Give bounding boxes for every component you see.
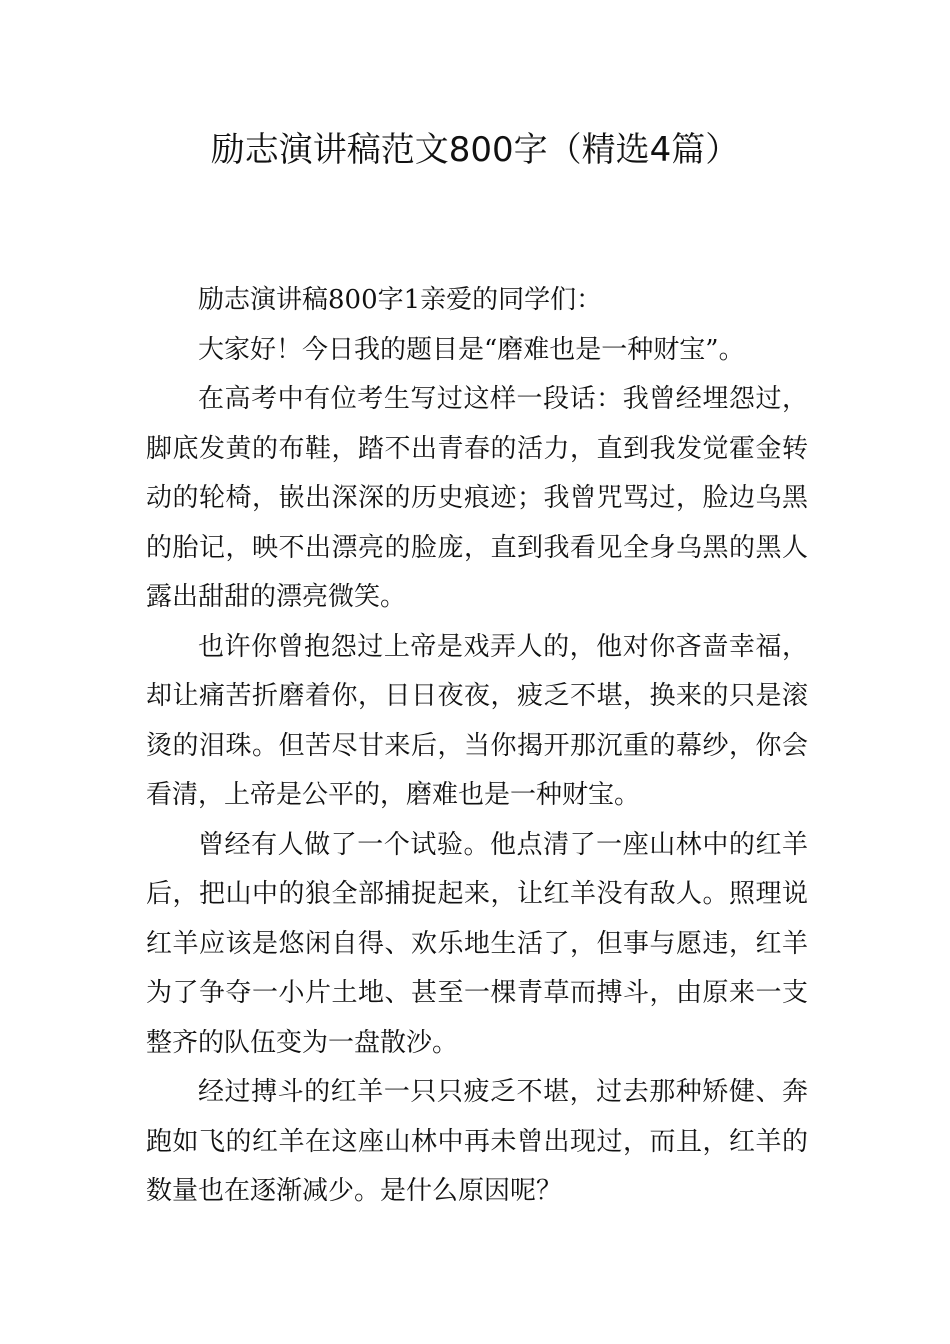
paragraph-god-fair: 也许你曾抱怨过上帝是戏弄人的，他对你吝啬幸福，却让痛苦折磨着你，日日夜夜，疲乏不堪，换来的只是滚烫的泪珠。但苦尽甘来后，当你揭开那沉重的幕纱，你会看清，上帝是公平的，磨难也是一种财宝。 xyxy=(146,631,808,810)
paragraph-red-sheep: 经过搏斗的红羊一只只疲乏不堪，过去那种矫健、奔跑如飞的红羊在这座山林中再未曾出现过，而且，红羊的数量也在逐渐减少。是什么原因呢？ xyxy=(146,1077,808,1206)
paragraph-exam-quote: 在高考中有位考生写过这样一段话：我曾经埋怨过，脚底发黄的布鞋，踏不出青春的活力，直到我发觉霍金转动的轮椅，嵌出深深的历史痕迹；我曾咒骂过，脸边乌黑的胎记，映不出漂亮的脸庞，直到我看见全身乌黑的黑人露出甜甜的漂亮微笑。 xyxy=(146,384,808,612)
document-body xyxy=(146,276,808,1217)
paragraph-topic: 大家好！今日我的题目是“磨难也是一种财宝”。 xyxy=(198,334,745,365)
paragraph-experiment: 曾经有人做了一个试验。他点清了一座山林中的红羊后，把山中的狼全部捕捉起来，让红羊没有敌人。照理说红羊应该是悠闲自得、欢乐地生活了，但事与愿违，红羊为了争夺一小片土地、甚至一棵青草而搏斗，由原来一支整齐的队伍变为一盘散沙。 xyxy=(146,829,808,1058)
paragraph-greeting: 励志演讲稿800字1亲爱的同学们： xyxy=(198,285,603,315)
document-title: 励志演讲稿范文800字（精选4篇） xyxy=(210,130,740,170)
